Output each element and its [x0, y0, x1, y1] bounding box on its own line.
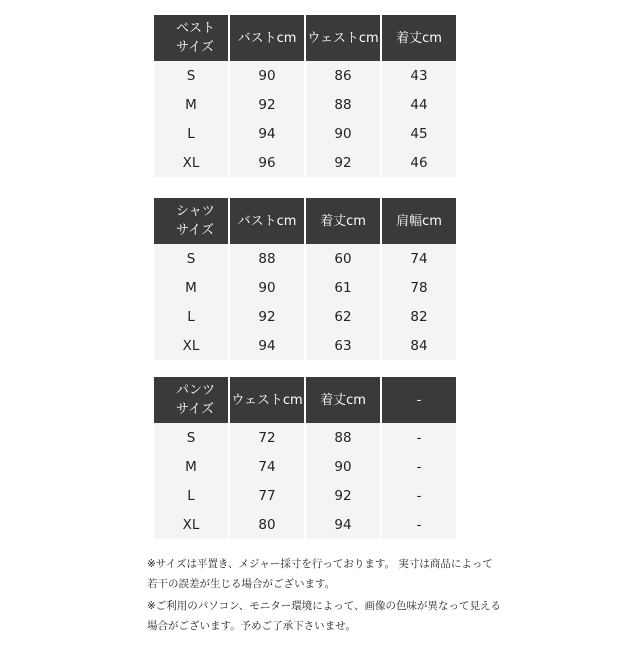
table-header-row: [154, 377, 456, 423]
table-row: [154, 61, 456, 90]
table-cell: -: [382, 510, 456, 539]
table-cell: L: [154, 119, 228, 148]
shirt-size-table: [152, 198, 458, 360]
header-cell: バストcm: [230, 198, 304, 244]
pants-size-table: [152, 377, 458, 539]
table-row: [154, 481, 456, 510]
table-cell: 92: [306, 481, 380, 510]
header-label: ベスト: [176, 21, 216, 36]
table-cell: S: [154, 423, 228, 452]
table-cell: 88: [306, 90, 380, 119]
table-header-row: [154, 198, 456, 244]
table-cell: 63: [306, 331, 380, 360]
note-line: 若干の誤差が生じる場合がございます。: [147, 578, 336, 590]
header-cell: 着丈cm: [382, 15, 456, 61]
measurement-note: [147, 554, 527, 594]
table-row: [154, 90, 456, 119]
table-row: [154, 510, 456, 539]
table-cell: L: [154, 481, 228, 510]
table-cell: 86: [306, 61, 380, 90]
table-cell: M: [154, 90, 228, 119]
table-cell: XL: [154, 148, 228, 177]
header-cell: ウェストcm: [306, 15, 380, 61]
table-cell: 44: [382, 90, 456, 119]
table-row: [154, 119, 456, 148]
header-cell: 着丈cm: [306, 198, 380, 244]
header-label: サイズ: [176, 40, 214, 55]
header-cell: -: [382, 377, 456, 423]
table-cell: 45: [382, 119, 456, 148]
table-cell: 80: [230, 510, 304, 539]
table-cell: 74: [382, 244, 456, 273]
table-cell: 62: [306, 302, 380, 331]
note-line: 場合がございます。予めご了承下さいませ。: [147, 620, 356, 632]
table-cell: 88: [306, 423, 380, 452]
table-cell: 82: [382, 302, 456, 331]
header-label: シャツ: [176, 204, 215, 219]
table-cell: 94: [306, 510, 380, 539]
note-line: ※ご利用のパソコン、モニター環境によって、画像の色味が異なって見える: [147, 600, 502, 612]
table-header-row: [154, 15, 456, 61]
table-cell: 77: [230, 481, 304, 510]
table-row: [154, 273, 456, 302]
table-cell: -: [382, 452, 456, 481]
table-cell: 94: [230, 331, 304, 360]
table-row: [154, 148, 456, 177]
header-cell: 着丈cm: [306, 377, 380, 423]
table-cell: XL: [154, 331, 228, 360]
table-cell: L: [154, 302, 228, 331]
table-cell: S: [154, 61, 228, 90]
table-cell: 90: [306, 452, 380, 481]
table-cell: 94: [230, 119, 304, 148]
header-label: サイズ: [176, 402, 214, 417]
table-cell: 90: [230, 273, 304, 302]
size-header-cell: [154, 377, 228, 423]
table-cell: 92: [230, 90, 304, 119]
table-cell: 92: [230, 302, 304, 331]
table-cell: 78: [382, 273, 456, 302]
table-cell: 43: [382, 61, 456, 90]
table-row: [154, 331, 456, 360]
table-row: [154, 302, 456, 331]
table-cell: M: [154, 452, 228, 481]
table-cell: -: [382, 423, 456, 452]
header-label: サイズ: [176, 223, 214, 238]
table-row: [154, 244, 456, 273]
size-header-cell: [154, 198, 228, 244]
color-note: [147, 596, 527, 636]
table-cell: M: [154, 273, 228, 302]
table-cell: 96: [230, 148, 304, 177]
table-cell: 90: [230, 61, 304, 90]
table-cell: 88: [230, 244, 304, 273]
header-cell: バストcm: [230, 15, 304, 61]
table-cell: 72: [230, 423, 304, 452]
table-cell: 74: [230, 452, 304, 481]
table-cell: XL: [154, 510, 228, 539]
note-line: ※サイズは平置き、メジャー採寸を行っております。 実寸は商品によって: [147, 558, 493, 570]
header-cell: ウェストcm: [230, 377, 304, 423]
table-row: [154, 423, 456, 452]
table-cell: 92: [306, 148, 380, 177]
table-cell: 60: [306, 244, 380, 273]
table-cell: 46: [382, 148, 456, 177]
table-cell: 84: [382, 331, 456, 360]
table-cell: 61: [306, 273, 380, 302]
vest-size-table: [152, 15, 458, 177]
table-row: [154, 452, 456, 481]
header-cell: 肩幅cm: [382, 198, 456, 244]
table-cell: -: [382, 481, 456, 510]
size-header-cell: [154, 15, 228, 61]
table-cell: 90: [306, 119, 380, 148]
table-cell: S: [154, 244, 228, 273]
header-label: パンツ: [176, 383, 216, 398]
